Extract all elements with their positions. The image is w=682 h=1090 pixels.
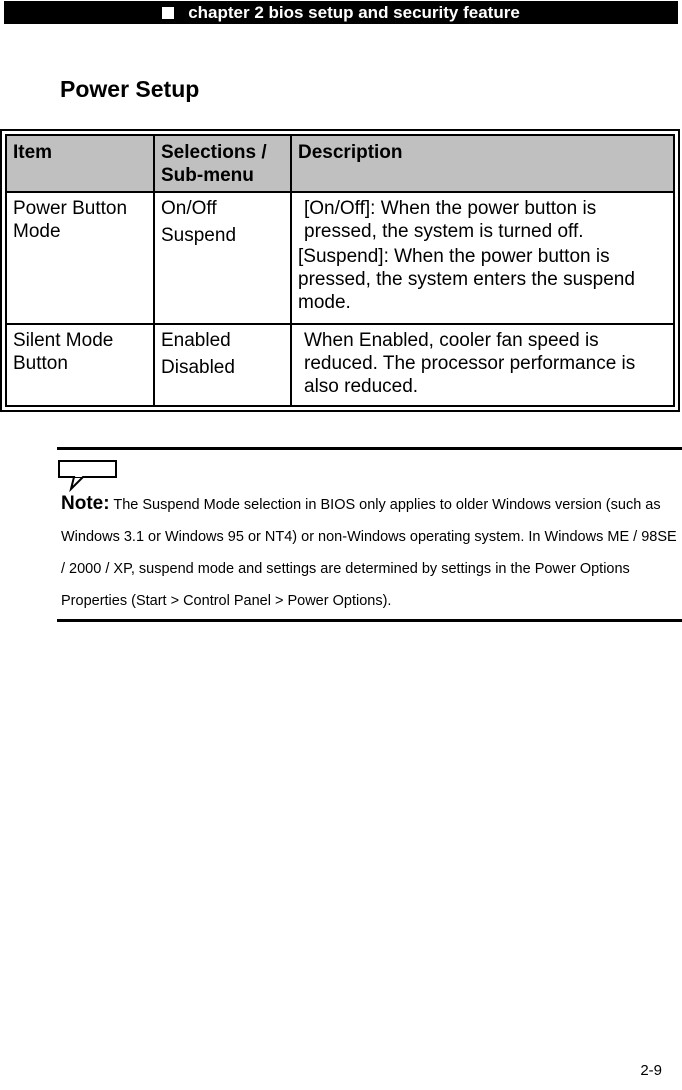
row-selections-cell bbox=[154, 192, 291, 324]
table-row bbox=[6, 324, 674, 406]
description-paragraph: [On/Off]: When the power button is pressed, the system is turned off. bbox=[304, 198, 597, 242]
selection-option: Suspend bbox=[161, 225, 237, 246]
power-setup-table bbox=[5, 134, 675, 407]
page-number: 2-9 bbox=[640, 1062, 662, 1079]
note-top-divider bbox=[57, 447, 682, 450]
selection-option: Disabled bbox=[161, 357, 235, 378]
description-paragraph: [Suspend]: When the power button is pressed, the system enters the suspend mode. bbox=[298, 246, 635, 313]
row-selections-cell bbox=[154, 324, 291, 406]
note-label: Note: bbox=[61, 493, 110, 514]
table-row bbox=[6, 192, 674, 324]
page-title: Power Setup bbox=[60, 76, 200, 102]
column-header-item: Item bbox=[6, 135, 154, 192]
column-header-description: Description bbox=[291, 135, 674, 192]
note-bottom-divider bbox=[57, 619, 682, 622]
column-header-selections: Selections / Sub-menu bbox=[154, 135, 291, 192]
note-body: The Suspend Mode selection in BIOS only applies to older Windows version (such as Windows 3.1 or Windows 95 or NT4) or non-Windows operating system. In Windows ME / 98SE / 2000 / XP, suspend mode and settings are determined by settings in the Power Options Properties (Start > Control Panel > Power Options). bbox=[61, 497, 677, 609]
row-item-cell: Silent Mode Button bbox=[6, 324, 154, 406]
power-setup-table-frame bbox=[0, 129, 680, 412]
selection-option: Enabled bbox=[161, 330, 231, 351]
selection-option: On/Off bbox=[161, 198, 217, 219]
chapter-title: chapter 2 bios setup and security feature bbox=[188, 2, 520, 22]
chapter-header-bar bbox=[4, 1, 678, 24]
row-item-cell: Power Button Mode bbox=[6, 192, 154, 324]
square-bullet-icon bbox=[162, 7, 174, 19]
note-speech-bubble-icon bbox=[57, 458, 119, 492]
description-paragraph: When Enabled, cooler fan speed is reduced. The processor performance is also reduced. bbox=[304, 330, 636, 397]
table-header-row bbox=[6, 135, 674, 192]
note-block bbox=[61, 488, 681, 617]
row-description-cell bbox=[291, 324, 674, 406]
row-description-cell bbox=[291, 192, 674, 324]
